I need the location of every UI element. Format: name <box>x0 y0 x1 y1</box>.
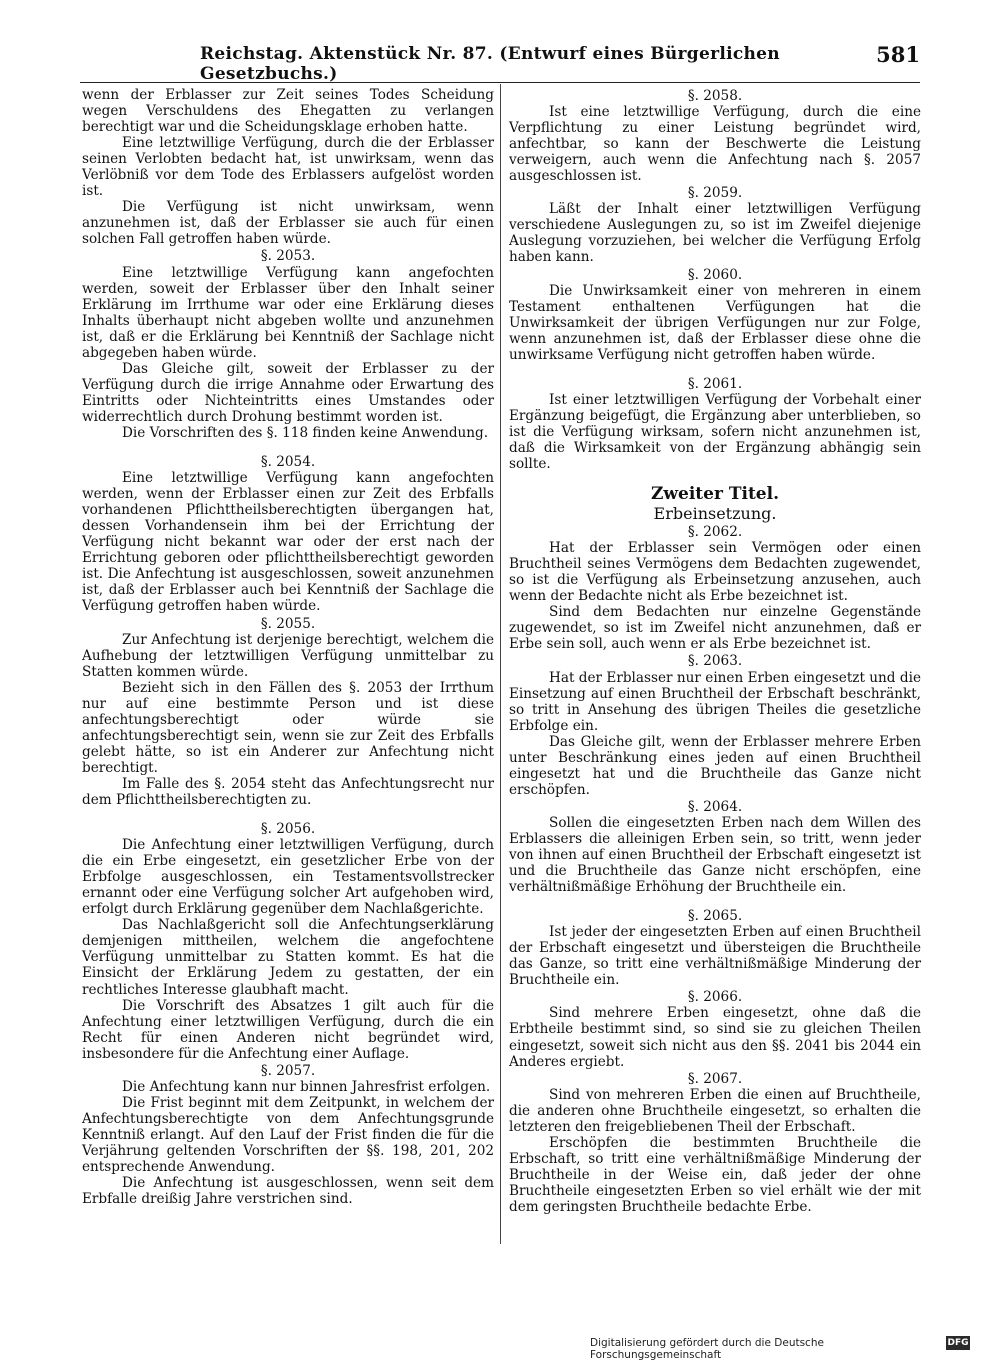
right-column <box>509 87 921 1215</box>
paragraph: Eine letztwillige Verfügung, durch die der Erblasser seinen Verlobten bedacht hat, ist unwirksam, wenn das Verlöbniß vor dem Tode des Erblassers aufgelöst worden ist. <box>82 135 494 200</box>
paragraph: Erschöpfen die bestimmten Bruchtheile die Erbschaft, so tritt eine verhältnißmäßige Minderung der Bruchtheile in der Weise ein, daß jeder der ohne Bruchtheile eingesetzten Erben so viel erhält wie der mit dem geringsten Bruchtheile bedachte Erbe. <box>509 1134 921 1215</box>
paragraph: Eine letztwillige Verfügung kann angefochten werden, soweit der Erblasser über den Inhalt seiner Erklärung im Irrthume war oder eine Erklärung dieses Inhalts überhaupt nicht abgeben wollte und anzunehmen ist, daß er die Erklärung bei Kenntniß der Sachlage nicht abgegeben haben würde. <box>82 264 494 361</box>
page-header <box>80 42 920 83</box>
paragraph: Ist einer letztwilligen Verfügung der Vorbehalt einer Ergänzung beigefügt, die Ergänzung aber unterblieben, so ist die Verfügung wirksam, sofern nicht anzunehmen ist, daß die Wirksamkeit von der Ergänzung abhängig sein sollte. <box>509 391 921 473</box>
section-heading-2066: §. 2066. <box>687 989 743 1006</box>
section-heading-2059: §. 2059. <box>687 185 743 202</box>
paragraph: Zur Anfechtung ist derjenige berechtigt, welchem die Aufhebung der letztwilligen Verfügung unmittelbar zu Statten kommen würde. <box>82 631 494 680</box>
section-heading-2067: §. 2067. <box>687 1070 743 1087</box>
section-heading-2064: §. 2064. <box>687 798 743 815</box>
paragraph: Ist eine letztwillige Verfügung, durch die eine Verpflichtung zu einer Leistung begründet wird, anfechtbar, so kann der Beschwerte die Leistung verweigern, auch wenn die Anfechtung nach §. 2057 ausgeschlossen ist. <box>509 104 921 185</box>
footer <box>590 1336 970 1361</box>
section-heading-2054: §. 2054. <box>260 454 316 471</box>
left-column <box>82 87 494 1207</box>
paragraph: Die Vorschrift des Absatzes 1 gilt auch für die Anfechtung einer letztwilligen Verfügung, durch die ein Recht für einen Anderen nicht begründet wird, insbesondere für die Anfechtung einer Auflage. <box>82 997 494 1062</box>
section-heading-2055: §. 2055. <box>260 615 316 632</box>
paragraph: Eine letztwillige Verfügung kann angefochten werden, wenn der Erblasser einen zur Zeit des Erbfalls vorhandenen Pflichttheilsberechtigten übergangen hat, dessen Vorhandensein ihm bei der Errichtung der Verfügung nicht bekannt war oder der erst nach der Errichtung geboren oder pflichttheilsberechtigt geworden ist. Die Anfechtung ist ausgeschlossen, soweit anzunehmen ist, daß der Erblasser auch bei Kenntniß der Sachlage die Verfügung getroffen haben würde. <box>82 470 494 615</box>
paragraph: Die Unwirksamkeit einer von mehreren in einem Testament enthaltenen Verfügungen hat die Unwirksamkeit der übrigen Verfügungen nur zur Folge, wenn anzunehmen ist, daß der Erblasser diese ohne die unwirksame Verfügung nicht getroffen haben würde. <box>509 282 921 363</box>
section-heading-2056: §. 2056. <box>260 821 316 838</box>
paragraph: wenn der Erblasser zur Zeit seines Todes Scheidung wegen Verschuldens des Ehegatten zu verlangen berechtigt war und die Scheidungsklage erhoben hatte. <box>82 87 494 136</box>
paragraph: Sind dem Bedachten nur einzelne Gegenstände zugewendet, so ist im Zweifel nicht anzunehmen, daß er Erbe sein soll, auch wenn er als Erbe bezeichnet ist. <box>509 604 921 653</box>
paragraph: Die Anfechtung einer letztwilligen Verfügung, durch die ein Erbe eingesetzt, ein gesetzlicher Erbe von der Erbfolge ausgeschlossen, ein Testamentsvollstrecker ernannt oder eine Verfügung solcher Art aufgehoben wird, erfolgt durch Erklärung gegenüber dem Nachlaßgerichte. <box>82 837 494 918</box>
paragraph: Hat der Erblasser sein Vermögen oder einen Bruchtheil seines Vermögens dem Bedachten zugewendet, so ist die Verfügung als Erbeinsetzung anzusehen, auch wenn der Bedachte nicht als Erbe bezeichnet ist. <box>509 540 921 605</box>
section-heading-2060: §. 2060. <box>687 266 743 283</box>
section-heading-2058: §. 2058. <box>687 88 743 104</box>
paragraph: Ist jeder der eingesetzten Erben auf einen Bruchtheil der Erbschaft eingesetzt und übersteigen die Bruchtheile das Ganze, so tritt eine verhältnißmäßige Minderung der Bruchtheile ein. <box>509 924 921 989</box>
paragraph: Die Anfechtung ist ausgeschlossen, wenn seit dem Erbfalle dreißig Jahre verstrichen sind. <box>82 1175 494 1208</box>
paragraph: Im Falle des §. 2054 steht das Anfechtungsrecht nur dem Pflichttheilsberechtigten zu. <box>82 775 494 809</box>
section-heading-2057: §. 2057. <box>260 1062 316 1079</box>
paragraph: Sollen die eingesetzten Erben nach dem Willen des Erblassers die alleinigen Erben sein, so tritt, wenn jeder von ihnen auf einen Bruchtheil der Erbschaft eingesetzt ist und die Bruchtheile das Ganze nicht erschöpfen, eine verhältnißmäßige Erhöhung der Bruchtheile ein. <box>509 814 921 896</box>
section-heading-2063: §. 2063. <box>687 653 743 670</box>
page-number: 581 <box>876 42 920 67</box>
section-heading-2061: §. 2061. <box>687 375 743 392</box>
paragraph: Das Gleiche gilt, wenn der Erblasser mehrere Erben unter Beschränkung eines jeden auf einen Bruchtheil eingesetzt hat und die Bruchtheile das Ganze nicht erschöpfen. <box>509 733 921 798</box>
section-heading-2062: §. 2062. <box>687 524 743 541</box>
paragraph: Bezieht sich in den Fällen des §. 2053 der Irrthum nur auf eine bestimmte Person und ist diese anfechtungsberechtigt oder würde sie anfechtungsberechtigt sein, wenn sie zur Zeit des Erbfalls gelebt hätte, so ist ein Anderer zur Anfechtung nicht berechtigt. <box>82 679 494 776</box>
paragraph: Hat der Erblasser nur einen Erben eingesetzt und die Einsetzung auf einen Bruchtheil der Erbschaft beschränkt, so tritt in Ansehung des übrigen Theiles die gesetzliche Erbfolge ein. <box>509 669 921 734</box>
dfg-logo-icon: DFG <box>947 1338 969 1348</box>
funding-note: Digitalisierung gefördert durch die Deutsche Forschungsgemeinschaft <box>590 1337 824 1361</box>
section-heading-2053: §. 2053. <box>260 248 316 265</box>
paragraph: Die Vorschriften des §. 118 finden keine Anwendung. <box>122 424 489 441</box>
paragraph: Die Verfügung ist nicht unwirksam, wenn anzunehmen ist, daß der Erblasser sie auch für einen solchen Fall getroffen haben würde. <box>82 199 494 248</box>
column-divider <box>500 84 501 1244</box>
paragraph: Sind von mehreren Erben die einen auf Bruchtheile, die anderen ohne Bruchtheile eingesetzt, so erhalten die letzteren den freigebliebenen Theil der Erbschaft. <box>509 1086 921 1135</box>
title-subheading: Erbeinsetzung. <box>653 504 777 524</box>
paragraph: Läßt der Inhalt einer letztwilligen Verfügung verschiedene Auslegungen zu, so ist im Zweifel diejenige Auslegung vorzuziehen, bei welcher die Verfügung Erfolg haben kann. <box>509 201 921 266</box>
paragraph: Das Gleiche gilt, soweit der Erblasser zu der Verfügung durch die irrige Annahme oder Erwartung des Eintritts oder Nichteintritts eines Umstandes oder widerrechtlich durch Drohung bestimmt worden ist. <box>82 360 494 425</box>
paragraph: Sind mehrere Erben eingesetzt, ohne daß die Erbtheile bestimmt sind, so sind sie zu gleichen Theilen eingesetzt, soweit sich nicht aus den §§. 2041 bis 2044 ein Anderes ergiebt. <box>509 1005 921 1070</box>
paragraph: Die Frist beginnt mit dem Zeitpunkt, in welchem der Anfechtungsberechtigte von dem Anfechtungsgrunde Kenntniß erlangt. Auf den Lauf der Frist finden die für die Verjährung geltenden Vorschriften der §§. 198, 201, 202 entsprechende Anwendung. <box>82 1094 494 1176</box>
section-heading-2065: §. 2065. <box>687 908 743 925</box>
paragraph: Die Anfechtung kann nur binnen Jahresfrist erfolgen. <box>122 1078 491 1095</box>
title-heading: Zweiter Titel. <box>650 484 779 505</box>
running-title: Reichstag. Aktenstück Nr. 87. (Entwurf eines Bürgerlichen Gesetzbuchs.) <box>200 44 780 84</box>
paragraph: Das Nachlaßgericht soll die Anfechtungserklärung demjenigen mittheilen, welchem die angefochtene Verfügung unmittelbar zu Statten kommt. Es hat die Einsicht der Erklärung Jedem zu gestatten, der ein rechtliches Interesse glaubhaft macht. <box>82 917 494 998</box>
